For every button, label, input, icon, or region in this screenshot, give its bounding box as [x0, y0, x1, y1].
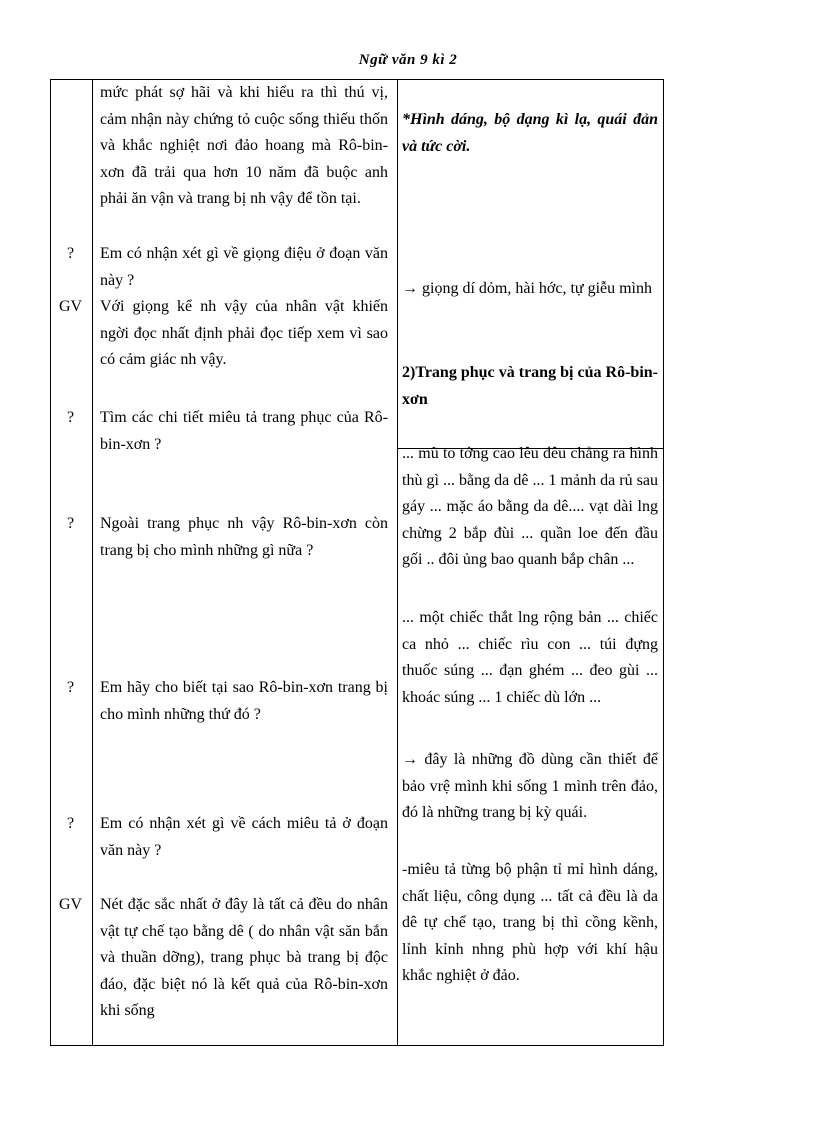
- teacher-text: mức phát sợ hãi và khi hiểu ra thì thú vị, cảm nhận này chứng tỏ cuộc sống thiếu thốn và khắc nghiệt nơi đảo hoang mà Rô-bin-xơn đã trải qua hơn 10 năm đã buộc anh phải ăn vận và trang bị nh vậy để tồn tại.: [100, 84, 388, 207]
- label-teacher: GV: [58, 896, 83, 913]
- question-text: Em có nhận xét gì về cách miêu tả ở đoạn văn này ?: [100, 815, 388, 859]
- label-question: ?: [66, 409, 75, 426]
- question-text: Em có nhận xét gì về giọng điệu ở đoạn văn này ?: [100, 245, 388, 289]
- teacher-text: Nét đặc sắc nhất ở đây là tất cả đều do nhân vật tự chế tạo bằng dê ( do nhân vật săn bắn và thuần dỡng), trang phục bà trang bị độc đáo, đặc biệt nó là kết quả của Rô-bin-xơn khi sống: [100, 896, 388, 1019]
- label-question: ?: [66, 815, 75, 832]
- note-heading: *Hình dáng, bộ dạng kì lạ, quái đản và tức cời.: [402, 111, 658, 155]
- page-header: Ngữ văn 9 kì 2: [358, 52, 458, 68]
- teacher-text: Với giọng kể nh vậy của nhân vật khiến ngời đọc nhất định phải đọc tiếp xem vì sao có cảm giác nh vậy.: [100, 298, 388, 368]
- label-question: ?: [66, 245, 75, 262]
- question-text: Ngoài trang phục nh vậy Rô-bin-xơn còn trang bị cho mình những gì nữa ?: [100, 515, 388, 559]
- column-divider: [92, 80, 93, 1045]
- section-heading: 2)Trang phục và trang bị của Rô-bin-xơn: [402, 364, 658, 408]
- label-question: ?: [66, 679, 75, 696]
- label-teacher: GV: [58, 298, 83, 315]
- label-question: ?: [66, 515, 75, 532]
- question-text: Tìm các chi tiết miêu tả trang phục của Rô-bin-xơn ?: [100, 409, 388, 453]
- column-divider: [397, 80, 398, 1045]
- answer-text: -miêu tả từng bộ phận tỉ mỉ hình dáng, chất liệu, công dụng ... tất cả đều là da dê tự chế tạo, trang bị thì cồng kềnh, lỉnh kỉnh nhng phù hợp với khí hậu khắc nghiệt ở đảo.: [402, 861, 658, 984]
- answer-text: ... mũ to tớng cao lêu đêu chẳng ra hình thù gì ... bằng da dê ... 1 mảnh da rủ sau gáy ... mặc áo bằng da dê.... vạt dài lng chừng 2 bắp đùi ... quần loe đến đầu gối .. đôi ủng bao quanh bắp chân ...: [402, 445, 658, 568]
- answer-text: → giọng dí dỏm, hài hớc, tự giễu mình: [402, 280, 652, 297]
- question-text: Em hãy cho biết tại sao Rô-bin-xơn trang bị cho mình những thứ đó ?: [100, 679, 388, 723]
- answer-text: → đây là những đồ dùng cần thiết để bảo vrệ mình khi sống 1 mình trên đảo, đó là những trang bị kỳ quái.: [402, 751, 658, 821]
- answer-text: ... một chiếc thắt lng rộng bản ... chiếc ca nhỏ ... chiếc rìu con ... túi đựng thuốc súng ... đạn ghém ... đeo gùi ... khoác súng ... 1 chiếc dù lớn ...: [402, 609, 658, 706]
